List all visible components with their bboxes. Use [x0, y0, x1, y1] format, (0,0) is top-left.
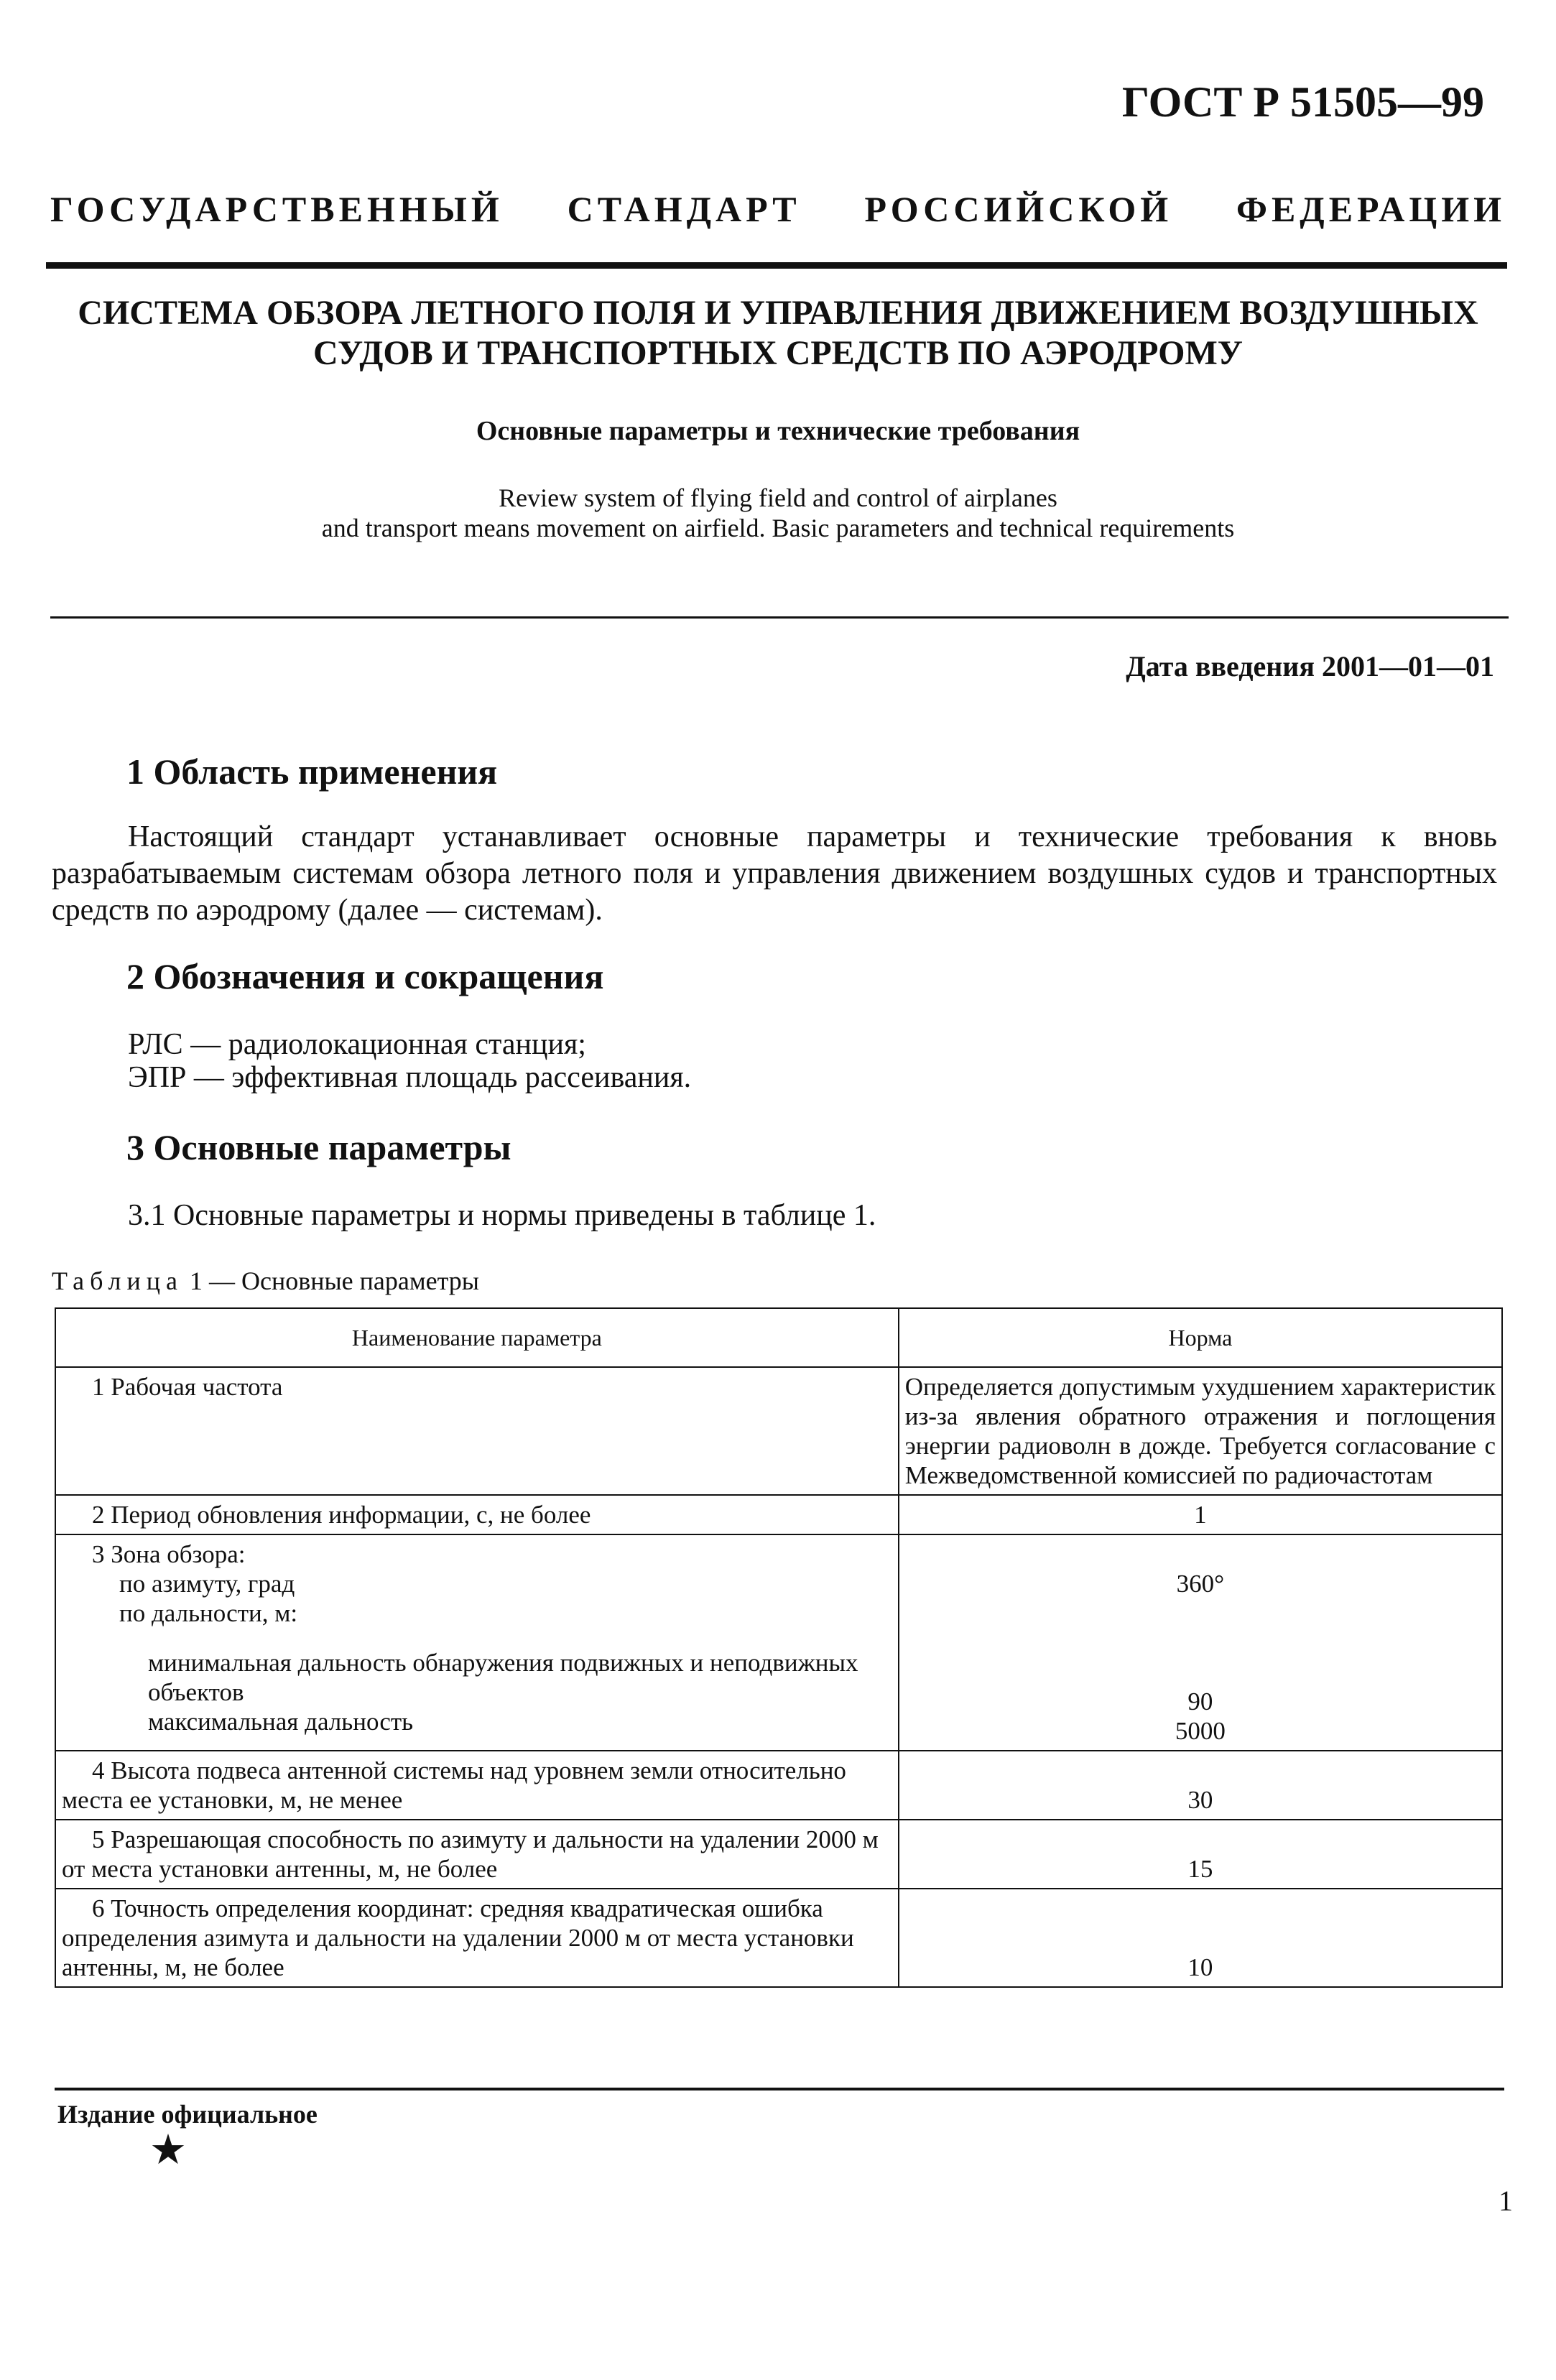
table-caption	[52, 1266, 479, 1296]
row-3-title: 3 Зона обзора:	[92, 1540, 246, 1568]
row-3-norm	[899, 1534, 1502, 1751]
abbreviation-rls: РЛС — радиолокационная станция;	[128, 1028, 586, 1061]
row-3-name	[55, 1534, 899, 1751]
official-edition-label: Издание официальное	[57, 2100, 318, 2129]
document-title-line2: СУДОВ И ТРАНСПОРТНЫХ СРЕДСТВ ПО АЭРОДРОМУ	[312, 334, 1244, 372]
row-4-norm: 30	[899, 1751, 1502, 1820]
row-3-range: по дальности, м:	[119, 1599, 298, 1627]
table-row	[55, 1889, 1502, 1987]
row-5-name: 5 Разрешающая способность по азимуту и дальности на удалении 2000 м от места установки антенны, м, не более	[55, 1820, 899, 1889]
section-3-heading: 3 Основные параметры	[126, 1127, 511, 1167]
column-header-norm: Норма	[899, 1308, 1502, 1367]
row-2-norm: 1	[899, 1495, 1502, 1534]
row-3-max-range: максимальная дальность	[148, 1708, 414, 1736]
row-3-min-range-norm: 90	[1187, 1687, 1213, 1715]
title-divider	[50, 616, 1509, 619]
english-title	[72, 483, 1484, 543]
section-1-text: Настоящий стандарт устанавливает основные параметры и технические требования к вновь разрабатываемым системам обзора летного поля и управления движением воздушных судов и транспортных средств по аэродрому (далее — системам).	[52, 820, 1497, 927]
row-3-azimuth: по азимуту, град	[119, 1570, 295, 1598]
gost-code: ГОСТ Р 51505—99	[1121, 78, 1484, 126]
footer-divider	[55, 2088, 1504, 2090]
row-1-name: 1 Рабочая частота	[55, 1367, 899, 1495]
document-title-line1: СИСТЕМА ОБЗОРА ЛЕТНОГО ПОЛЯ И УПРАВЛЕНИЯ ДВИЖЕНИЕМ ВОЗДУШНЫХ	[78, 294, 1478, 332]
document-subtitle: Основные параметры и технические требования	[476, 416, 1080, 446]
row-3-azimuth-norm: 360°	[1176, 1570, 1225, 1598]
table-row	[55, 1495, 1502, 1534]
table-caption-label: Таблица	[52, 1267, 183, 1295]
english-title-line2: and transport means movement on airfield. Basic parameters and technical requirements	[321, 514, 1235, 542]
page-number: 1	[1499, 2185, 1513, 2217]
row-4-name: 4 Высота подвеса антенной системы над уровнем земли относительно места ее установки, м, не менее	[55, 1751, 899, 1820]
row-1-norm: Определяется допустимым ухудшением характеристик из-за явления обратного отражения и поглощения энергии радиоволн в дожде. Требуется согласование с Межведомственной комиссией по радиочастотам	[899, 1367, 1502, 1495]
row-6-norm: 10	[899, 1889, 1502, 1987]
section-3-1-text: 3.1 Основные параметры и нормы приведены в таблице 1.	[128, 1199, 876, 1232]
table-row	[55, 1820, 1502, 1889]
parameters-table	[55, 1307, 1503, 1988]
header-divider	[46, 262, 1507, 269]
column-header-name: Наименование параметра	[55, 1308, 899, 1367]
table-row	[55, 1534, 1502, 1751]
row-3-min-range: минимальная дальность обнаружения подвижных и неподвижных объектов	[148, 1649, 858, 1706]
row-5-norm: 15	[899, 1820, 1502, 1889]
org-title: ГОСУДАРСТВЕННЫЙ СТАНДАРТ РОССИЙСКОЙ ФЕДЕРАЦИИ	[50, 189, 1506, 229]
table-caption-title: 1 — Основные параметры	[182, 1267, 479, 1295]
row-2-name: 2 Период обновления информации, с, не более	[55, 1495, 899, 1534]
star-icon: ★	[149, 2126, 187, 2173]
table-row	[55, 1751, 1502, 1820]
section-1-heading: 1 Область применения	[126, 751, 498, 792]
english-title-line1: Review system of flying field and control of airplanes	[499, 483, 1057, 512]
row-3-max-range-norm: 5000	[1175, 1717, 1226, 1745]
abbreviation-epr: ЭПР — эффективная площадь рассеивания.	[128, 1061, 692, 1094]
introduction-date: Дата введения 2001—01—01	[1126, 650, 1494, 682]
document-title	[72, 293, 1484, 374]
table-row	[55, 1367, 1502, 1495]
row-6-name: 6 Точность определения координат: средняя квадратическая ошибка определения азимута и дальности на удалении 2000 м от места установки антенны, м, не более	[55, 1889, 899, 1987]
table-header-row	[55, 1308, 1502, 1367]
section-2-heading: 2 Обозначения и сокращения	[126, 956, 604, 996]
